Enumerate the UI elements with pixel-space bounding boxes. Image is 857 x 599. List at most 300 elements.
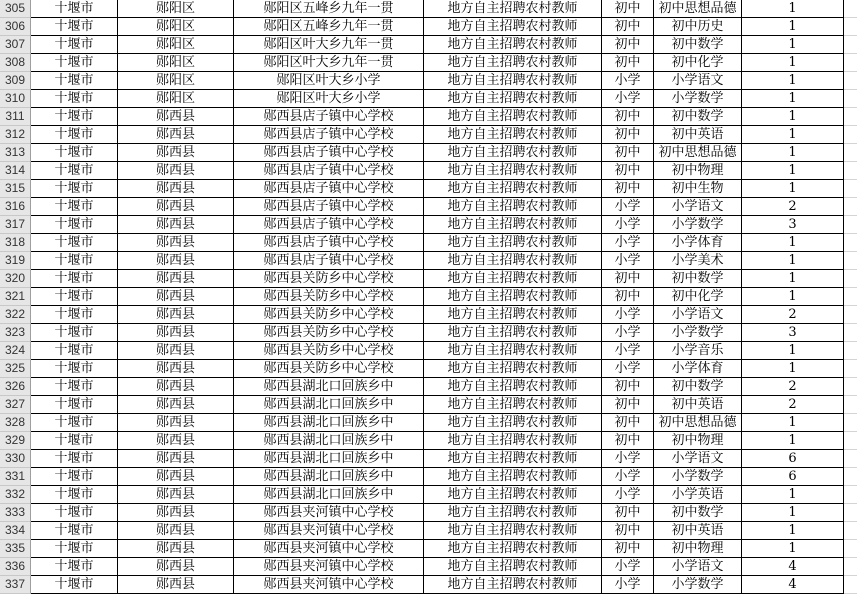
- cell-city[interactable]: 十堰市: [31, 306, 118, 323]
- cell-count[interactable]: 1: [742, 288, 844, 305]
- cell-count[interactable]: 2: [742, 396, 844, 413]
- cell-subject[interactable]: 小学英语: [654, 486, 742, 503]
- row-header[interactable]: 332: [0, 486, 31, 504]
- cell-count[interactable]: 1: [742, 270, 844, 287]
- empty-cell[interactable]: [844, 450, 857, 468]
- cell-recruit-type[interactable]: 地方自主招聘农村教师: [424, 162, 602, 179]
- cell-district[interactable]: 郧西县: [118, 162, 234, 179]
- cell-level[interactable]: 初中: [602, 540, 654, 557]
- cell-city[interactable]: 十堰市: [31, 144, 118, 161]
- cell-district[interactable]: 郧阳区: [118, 18, 234, 35]
- cell-city[interactable]: 十堰市: [31, 360, 118, 377]
- cell-district[interactable]: 郧西县: [118, 306, 234, 323]
- cell-city[interactable]: 十堰市: [31, 396, 118, 413]
- cell-count[interactable]: 1: [742, 126, 844, 143]
- empty-cell[interactable]: [844, 504, 857, 522]
- empty-cell[interactable]: [844, 306, 857, 324]
- empty-cell[interactable]: [844, 198, 857, 216]
- cell-city[interactable]: 十堰市: [31, 90, 118, 107]
- cell-school[interactable]: 郧阳区叶大乡九年一贯: [234, 36, 424, 53]
- row-header[interactable]: 330: [0, 450, 31, 468]
- cell-city[interactable]: 十堰市: [31, 36, 118, 53]
- cell-level[interactable]: 小学: [602, 342, 654, 359]
- cell-count[interactable]: 2: [742, 198, 844, 215]
- row-header[interactable]: 317: [0, 216, 31, 234]
- cell-school[interactable]: 郧阳区叶大乡小学: [234, 72, 424, 89]
- cell-district[interactable]: 郧西县: [118, 360, 234, 377]
- cell-city[interactable]: 十堰市: [31, 270, 118, 287]
- cell-city[interactable]: 十堰市: [31, 0, 118, 17]
- empty-cell[interactable]: [844, 576, 857, 594]
- cell-subject[interactable]: 小学语文: [654, 72, 742, 89]
- cell-subject[interactable]: 小学体育: [654, 234, 742, 251]
- cell-school[interactable]: 郧西县湖北口回族乡中: [234, 486, 424, 503]
- cell-level[interactable]: 初中: [602, 126, 654, 143]
- empty-cell[interactable]: [844, 108, 857, 126]
- cell-recruit-type[interactable]: 地方自主招聘农村教师: [424, 486, 602, 503]
- cell-district[interactable]: 郧西县: [118, 576, 234, 593]
- row-header[interactable]: 314: [0, 162, 31, 180]
- row-header[interactable]: 333: [0, 504, 31, 522]
- cell-city[interactable]: 十堰市: [31, 468, 118, 485]
- cell-school[interactable]: 郧西县关防乡中心学校: [234, 360, 424, 377]
- cell-city[interactable]: 十堰市: [31, 486, 118, 503]
- cell-count[interactable]: 1: [742, 144, 844, 161]
- cell-recruit-type[interactable]: 地方自主招聘农村教师: [424, 90, 602, 107]
- empty-cell[interactable]: [844, 270, 857, 288]
- cell-count[interactable]: 1: [742, 432, 844, 449]
- empty-cell[interactable]: [844, 522, 857, 540]
- cell-city[interactable]: 十堰市: [31, 540, 118, 557]
- cell-level[interactable]: 初中: [602, 144, 654, 161]
- row-header[interactable]: 323: [0, 324, 31, 342]
- cell-count[interactable]: 6: [742, 468, 844, 485]
- cell-level[interactable]: 初中: [602, 504, 654, 521]
- cell-level[interactable]: 初中: [602, 396, 654, 413]
- empty-cell[interactable]: [844, 540, 857, 558]
- cell-school[interactable]: 郧西县湖北口回族乡中: [234, 396, 424, 413]
- cell-school[interactable]: 郧西县夹河镇中心学校: [234, 558, 424, 575]
- cell-recruit-type[interactable]: 地方自主招聘农村教师: [424, 558, 602, 575]
- cell-subject[interactable]: 初中化学: [654, 54, 742, 71]
- row-header[interactable]: 313: [0, 144, 31, 162]
- cell-level[interactable]: 初中: [602, 162, 654, 179]
- cell-count[interactable]: 2: [742, 378, 844, 395]
- cell-recruit-type[interactable]: 地方自主招聘农村教师: [424, 18, 602, 35]
- empty-cell[interactable]: [844, 252, 857, 270]
- cell-city[interactable]: 十堰市: [31, 162, 118, 179]
- cell-district[interactable]: 郧西县: [118, 324, 234, 341]
- cell-district[interactable]: 郧阳区: [118, 54, 234, 71]
- cell-subject[interactable]: 小学数学: [654, 324, 742, 341]
- cell-recruit-type[interactable]: 地方自主招聘农村教师: [424, 54, 602, 71]
- cell-subject[interactable]: 初中思想品德: [654, 144, 742, 161]
- row-header[interactable]: 305: [0, 0, 31, 18]
- cell-count[interactable]: 6: [742, 450, 844, 467]
- cell-recruit-type[interactable]: 地方自主招聘农村教师: [424, 450, 602, 467]
- cell-level[interactable]: 初中: [602, 54, 654, 71]
- empty-cell[interactable]: [844, 324, 857, 342]
- cell-count[interactable]: 1: [742, 504, 844, 521]
- cell-level[interactable]: 初中: [602, 108, 654, 125]
- cell-district[interactable]: 郧西县: [118, 450, 234, 467]
- cell-recruit-type[interactable]: 地方自主招聘农村教师: [424, 360, 602, 377]
- cell-count[interactable]: 1: [742, 162, 844, 179]
- cell-count[interactable]: 1: [742, 0, 844, 17]
- cell-city[interactable]: 十堰市: [31, 504, 118, 521]
- cell-count[interactable]: 1: [742, 90, 844, 107]
- table-row: [0, 540, 857, 558]
- cell-subject[interactable]: 初中数学: [654, 504, 742, 521]
- cell-city[interactable]: 十堰市: [31, 72, 118, 89]
- cell-subject[interactable]: 初中数学: [654, 270, 742, 287]
- empty-cell[interactable]: [844, 342, 857, 360]
- cell-school[interactable]: 郧西县关防乡中心学校: [234, 270, 424, 287]
- cell-school[interactable]: 郧西县关防乡中心学校: [234, 324, 424, 341]
- row-header[interactable]: 337: [0, 576, 31, 594]
- cell-recruit-type[interactable]: 地方自主招聘农村教师: [424, 108, 602, 125]
- cell-district[interactable]: 郧西县: [118, 522, 234, 539]
- cell-district[interactable]: 郧西县: [118, 558, 234, 575]
- row-header[interactable]: 307: [0, 36, 31, 54]
- cell-count[interactable]: 1: [742, 360, 844, 377]
- empty-cell[interactable]: [844, 180, 857, 198]
- empty-cell[interactable]: [844, 288, 857, 306]
- cell-recruit-type[interactable]: 地方自主招聘农村教师: [424, 288, 602, 305]
- cell-count[interactable]: 1: [742, 180, 844, 197]
- cell-count[interactable]: 3: [742, 216, 844, 233]
- cell-level[interactable]: 初中: [602, 432, 654, 449]
- cell-district[interactable]: 郧西县: [118, 468, 234, 485]
- empty-cell[interactable]: [844, 126, 857, 144]
- cell-recruit-type[interactable]: 地方自主招聘农村教师: [424, 180, 602, 197]
- cell-recruit-type[interactable]: 地方自主招聘农村教师: [424, 414, 602, 431]
- cell-school[interactable]: 郧西县湖北口回族乡中: [234, 468, 424, 485]
- cell-school[interactable]: 郧西县关防乡中心学校: [234, 288, 424, 305]
- cell-level[interactable]: 初中: [602, 18, 654, 35]
- cell-count[interactable]: 1: [742, 108, 844, 125]
- cell-subject[interactable]: 小学语文: [654, 198, 742, 215]
- cell-level[interactable]: 小学: [602, 576, 654, 593]
- cell-subject[interactable]: 小学数学: [654, 216, 742, 233]
- cell-recruit-type[interactable]: 地方自主招聘农村教师: [424, 72, 602, 89]
- cell-subject[interactable]: 初中物理: [654, 432, 742, 449]
- row-header[interactable]: 306: [0, 18, 31, 36]
- cell-school[interactable]: 郧西县夹河镇中心学校: [234, 504, 424, 521]
- cell-recruit-type[interactable]: 地方自主招聘农村教师: [424, 306, 602, 323]
- cell-level[interactable]: 小学: [602, 450, 654, 467]
- row-header[interactable]: 334: [0, 522, 31, 540]
- cell-subject[interactable]: 初中思想品德: [654, 414, 742, 431]
- cell-level[interactable]: 小学: [602, 216, 654, 233]
- cell-district[interactable]: 郧西县: [118, 126, 234, 143]
- cell-school[interactable]: 郧西县店子镇中心学校: [234, 216, 424, 233]
- cell-recruit-type[interactable]: 地方自主招聘农村教师: [424, 324, 602, 341]
- row-header[interactable]: 319: [0, 252, 31, 270]
- cell-subject[interactable]: 小学数学: [654, 90, 742, 107]
- empty-cell[interactable]: [844, 234, 857, 252]
- cell-count[interactable]: 1: [742, 540, 844, 557]
- cell-count[interactable]: 1: [742, 486, 844, 503]
- cell-city[interactable]: 十堰市: [31, 234, 118, 251]
- row-header[interactable]: 309: [0, 72, 31, 90]
- cell-subject[interactable]: 初中英语: [654, 522, 742, 539]
- cell-district[interactable]: 郧西县: [118, 144, 234, 161]
- cell-district[interactable]: 郧西县: [118, 414, 234, 431]
- row-header[interactable]: 315: [0, 180, 31, 198]
- cell-city[interactable]: 十堰市: [31, 180, 118, 197]
- cell-recruit-type[interactable]: 地方自主招聘农村教师: [424, 396, 602, 413]
- row-header[interactable]: 329: [0, 432, 31, 450]
- cell-recruit-type[interactable]: 地方自主招聘农村教师: [424, 468, 602, 485]
- cell-school[interactable]: 郧西县店子镇中心学校: [234, 108, 424, 125]
- cell-school[interactable]: 郧西县湖北口回族乡中: [234, 450, 424, 467]
- cell-subject[interactable]: 小学语文: [654, 306, 742, 323]
- cell-subject[interactable]: 小学数学: [654, 468, 742, 485]
- empty-cell[interactable]: [844, 72, 857, 90]
- cell-count[interactable]: 4: [742, 576, 844, 593]
- cell-district[interactable]: 郧西县: [118, 270, 234, 287]
- cell-school[interactable]: 郧西县店子镇中心学校: [234, 252, 424, 269]
- cell-school[interactable]: 郧阳区叶大乡小学: [234, 90, 424, 107]
- cell-district[interactable]: 郧阳区: [118, 90, 234, 107]
- cell-subject[interactable]: 初中物理: [654, 162, 742, 179]
- cell-subject[interactable]: 小学美术: [654, 252, 742, 269]
- cell-city[interactable]: 十堰市: [31, 342, 118, 359]
- cell-city[interactable]: 十堰市: [31, 414, 118, 431]
- cell-subject[interactable]: 小学数学: [654, 576, 742, 593]
- cell-district[interactable]: 郧西县: [118, 108, 234, 125]
- empty-cell[interactable]: [844, 36, 857, 54]
- cell-count[interactable]: 1: [742, 252, 844, 269]
- cell-subject[interactable]: 初中数学: [654, 378, 742, 395]
- cell-recruit-type[interactable]: 地方自主招聘农村教师: [424, 342, 602, 359]
- cell-school[interactable]: 郧西县关防乡中心学校: [234, 342, 424, 359]
- cell-school[interactable]: 郧西县湖北口回族乡中: [234, 414, 424, 431]
- cell-subject[interactable]: 初中物理: [654, 540, 742, 557]
- cell-city[interactable]: 十堰市: [31, 324, 118, 341]
- cell-subject[interactable]: 小学语文: [654, 450, 742, 467]
- cell-city[interactable]: 十堰市: [31, 198, 118, 215]
- cell-subject[interactable]: 初中生物: [654, 180, 742, 197]
- cell-city[interactable]: 十堰市: [31, 216, 118, 233]
- cell-school[interactable]: 郧西县店子镇中心学校: [234, 180, 424, 197]
- row-header[interactable]: 325: [0, 360, 31, 378]
- cell-school[interactable]: 郧阳区叶大乡九年一贯: [234, 54, 424, 71]
- cell-district[interactable]: 郧西县: [118, 486, 234, 503]
- cell-district[interactable]: 郧阳区: [118, 36, 234, 53]
- cell-level[interactable]: 小学: [602, 72, 654, 89]
- cell-district[interactable]: 郧西县: [118, 504, 234, 521]
- cell-level[interactable]: 初中: [602, 270, 654, 287]
- cell-recruit-type[interactable]: 地方自主招聘农村教师: [424, 234, 602, 251]
- cell-recruit-type[interactable]: 地方自主招聘农村教师: [424, 504, 602, 521]
- table-row: [0, 378, 857, 396]
- table-row: [0, 504, 857, 522]
- cell-count[interactable]: 3: [742, 324, 844, 341]
- cell-recruit-type[interactable]: 地方自主招聘农村教师: [424, 144, 602, 161]
- cell-city[interactable]: 十堰市: [31, 252, 118, 269]
- cell-count[interactable]: 1: [742, 522, 844, 539]
- cell-city[interactable]: 十堰市: [31, 432, 118, 449]
- cell-school[interactable]: 郧阳区五峰乡九年一贯: [234, 0, 424, 17]
- cell-school[interactable]: 郧西县店子镇中心学校: [234, 144, 424, 161]
- cell-school[interactable]: 郧西县湖北口回族乡中: [234, 378, 424, 395]
- cell-count[interactable]: 1: [742, 36, 844, 53]
- cell-recruit-type[interactable]: 地方自主招聘农村教师: [424, 270, 602, 287]
- cell-city[interactable]: 十堰市: [31, 450, 118, 467]
- cell-district[interactable]: 郧西县: [118, 216, 234, 233]
- cell-level[interactable]: 小学: [602, 198, 654, 215]
- cell-recruit-type[interactable]: 地方自主招聘农村教师: [424, 252, 602, 269]
- cell-recruit-type[interactable]: 地方自主招聘农村教师: [424, 540, 602, 557]
- cell-school[interactable]: 郧西县夹河镇中心学校: [234, 522, 424, 539]
- cell-subject[interactable]: 小学音乐: [654, 342, 742, 359]
- cell-school[interactable]: 郧阳区五峰乡九年一贯: [234, 18, 424, 35]
- cell-count[interactable]: 1: [742, 54, 844, 71]
- cell-level[interactable]: 小学: [602, 360, 654, 377]
- empty-cell[interactable]: [844, 432, 857, 450]
- cell-subject[interactable]: 初中数学: [654, 36, 742, 53]
- cell-school[interactable]: 郧西县湖北口回族乡中: [234, 432, 424, 449]
- row-header[interactable]: 312: [0, 126, 31, 144]
- row-header[interactable]: 318: [0, 234, 31, 252]
- cell-subject[interactable]: 初中数学: [654, 108, 742, 125]
- empty-cell[interactable]: [844, 54, 857, 72]
- row-header[interactable]: 324: [0, 342, 31, 360]
- row-header[interactable]: 336: [0, 558, 31, 576]
- cell-school[interactable]: 郧西县店子镇中心学校: [234, 198, 424, 215]
- cell-district[interactable]: 郧西县: [118, 396, 234, 413]
- cell-district[interactable]: 郧阳区: [118, 0, 234, 17]
- cell-school[interactable]: 郧西县店子镇中心学校: [234, 126, 424, 143]
- row-header[interactable]: 310: [0, 90, 31, 108]
- row-header[interactable]: 328: [0, 414, 31, 432]
- cell-count[interactable]: 1: [742, 234, 844, 251]
- empty-cell[interactable]: [844, 0, 857, 18]
- cell-recruit-type[interactable]: 地方自主招聘农村教师: [424, 198, 602, 215]
- cell-school[interactable]: 郧西县店子镇中心学校: [234, 234, 424, 251]
- row-header[interactable]: 321: [0, 288, 31, 306]
- empty-cell[interactable]: [844, 216, 857, 234]
- cell-subject[interactable]: 初中思想品德: [654, 0, 742, 17]
- cell-subject[interactable]: 初中英语: [654, 396, 742, 413]
- row-header[interactable]: 308: [0, 54, 31, 72]
- cell-level[interactable]: 初中: [602, 0, 654, 17]
- cell-count[interactable]: 4: [742, 558, 844, 575]
- cell-city[interactable]: 十堰市: [31, 108, 118, 125]
- cell-recruit-type[interactable]: 地方自主招聘农村教师: [424, 432, 602, 449]
- cell-level[interactable]: 小学: [602, 468, 654, 485]
- cell-recruit-type[interactable]: 地方自主招聘农村教师: [424, 0, 602, 17]
- cell-subject[interactable]: 小学语文: [654, 558, 742, 575]
- cell-district[interactable]: 郧西县: [118, 540, 234, 557]
- empty-cell[interactable]: [844, 396, 857, 414]
- cell-level[interactable]: 小学: [602, 234, 654, 251]
- cell-recruit-type[interactable]: 地方自主招聘农村教师: [424, 126, 602, 143]
- cell-school[interactable]: 郧西县关防乡中心学校: [234, 306, 424, 323]
- cell-city[interactable]: 十堰市: [31, 378, 118, 395]
- cell-recruit-type[interactable]: 地方自主招聘农村教师: [424, 216, 602, 233]
- row-header[interactable]: 322: [0, 306, 31, 324]
- cell-subject[interactable]: 小学体育: [654, 360, 742, 377]
- cell-level[interactable]: 小学: [602, 324, 654, 341]
- cell-recruit-type[interactable]: 地方自主招聘农村教师: [424, 36, 602, 53]
- row-header[interactable]: 331: [0, 468, 31, 486]
- row-header[interactable]: 316: [0, 198, 31, 216]
- cell-level[interactable]: 初中: [602, 522, 654, 539]
- cell-district[interactable]: 郧西县: [118, 432, 234, 449]
- cell-subject[interactable]: 初中化学: [654, 288, 742, 305]
- cell-count[interactable]: 1: [742, 342, 844, 359]
- cell-city[interactable]: 十堰市: [31, 522, 118, 539]
- cell-district[interactable]: 郧西县: [118, 234, 234, 251]
- cell-recruit-type[interactable]: 地方自主招聘农村教师: [424, 378, 602, 395]
- cell-district[interactable]: 郧西县: [118, 378, 234, 395]
- cell-school[interactable]: 郧西县店子镇中心学校: [234, 162, 424, 179]
- cell-district[interactable]: 郧西县: [118, 342, 234, 359]
- cell-level[interactable]: 初中: [602, 378, 654, 395]
- cell-count[interactable]: 1: [742, 18, 844, 35]
- cell-subject[interactable]: 初中英语: [654, 126, 742, 143]
- cell-district[interactable]: 郧西县: [118, 288, 234, 305]
- cell-city[interactable]: 十堰市: [31, 54, 118, 71]
- cell-recruit-type[interactable]: 地方自主招聘农村教师: [424, 576, 602, 593]
- cell-city[interactable]: 十堰市: [31, 18, 118, 35]
- cell-city[interactable]: 十堰市: [31, 126, 118, 143]
- cell-subject[interactable]: 初中历史: [654, 18, 742, 35]
- cell-level[interactable]: 初中: [602, 414, 654, 431]
- cell-city[interactable]: 十堰市: [31, 558, 118, 575]
- empty-cell[interactable]: [844, 378, 857, 396]
- cell-district[interactable]: 郧阳区: [118, 72, 234, 89]
- row-header[interactable]: 327: [0, 396, 31, 414]
- empty-cell[interactable]: [844, 90, 857, 108]
- row-header[interactable]: 320: [0, 270, 31, 288]
- row-header[interactable]: 335: [0, 540, 31, 558]
- empty-cell[interactable]: [844, 414, 857, 432]
- cell-count[interactable]: 2: [742, 306, 844, 323]
- cell-count[interactable]: 1: [742, 414, 844, 431]
- cell-level[interactable]: 初中: [602, 180, 654, 197]
- empty-cell[interactable]: [844, 18, 857, 36]
- cell-level[interactable]: 小学: [602, 252, 654, 269]
- cell-recruit-type[interactable]: 地方自主招聘农村教师: [424, 522, 602, 539]
- cell-district[interactable]: 郧西县: [118, 252, 234, 269]
- row-header[interactable]: 326: [0, 378, 31, 396]
- empty-cell[interactable]: [844, 558, 857, 576]
- empty-cell[interactable]: [844, 144, 857, 162]
- cell-level[interactable]: 小学: [602, 486, 654, 503]
- cell-district[interactable]: 郧西县: [118, 198, 234, 215]
- empty-cell[interactable]: [844, 360, 857, 378]
- cell-school[interactable]: 郧西县夹河镇中心学校: [234, 576, 424, 593]
- cell-city[interactable]: 十堰市: [31, 288, 118, 305]
- cell-level[interactable]: 小学: [602, 558, 654, 575]
- row-header[interactable]: 311: [0, 108, 31, 126]
- cell-level[interactable]: 小学: [602, 90, 654, 107]
- empty-cell[interactable]: [844, 162, 857, 180]
- cell-district[interactable]: 郧西县: [118, 180, 234, 197]
- empty-cell[interactable]: [844, 486, 857, 504]
- cell-level[interactable]: 初中: [602, 36, 654, 53]
- cell-school[interactable]: 郧西县夹河镇中心学校: [234, 540, 424, 557]
- cell-count[interactable]: 1: [742, 72, 844, 89]
- cell-level[interactable]: 初中: [602, 288, 654, 305]
- cell-level[interactable]: 小学: [602, 306, 654, 323]
- cell-city[interactable]: 十堰市: [31, 576, 118, 593]
- empty-cell[interactable]: [844, 468, 857, 486]
